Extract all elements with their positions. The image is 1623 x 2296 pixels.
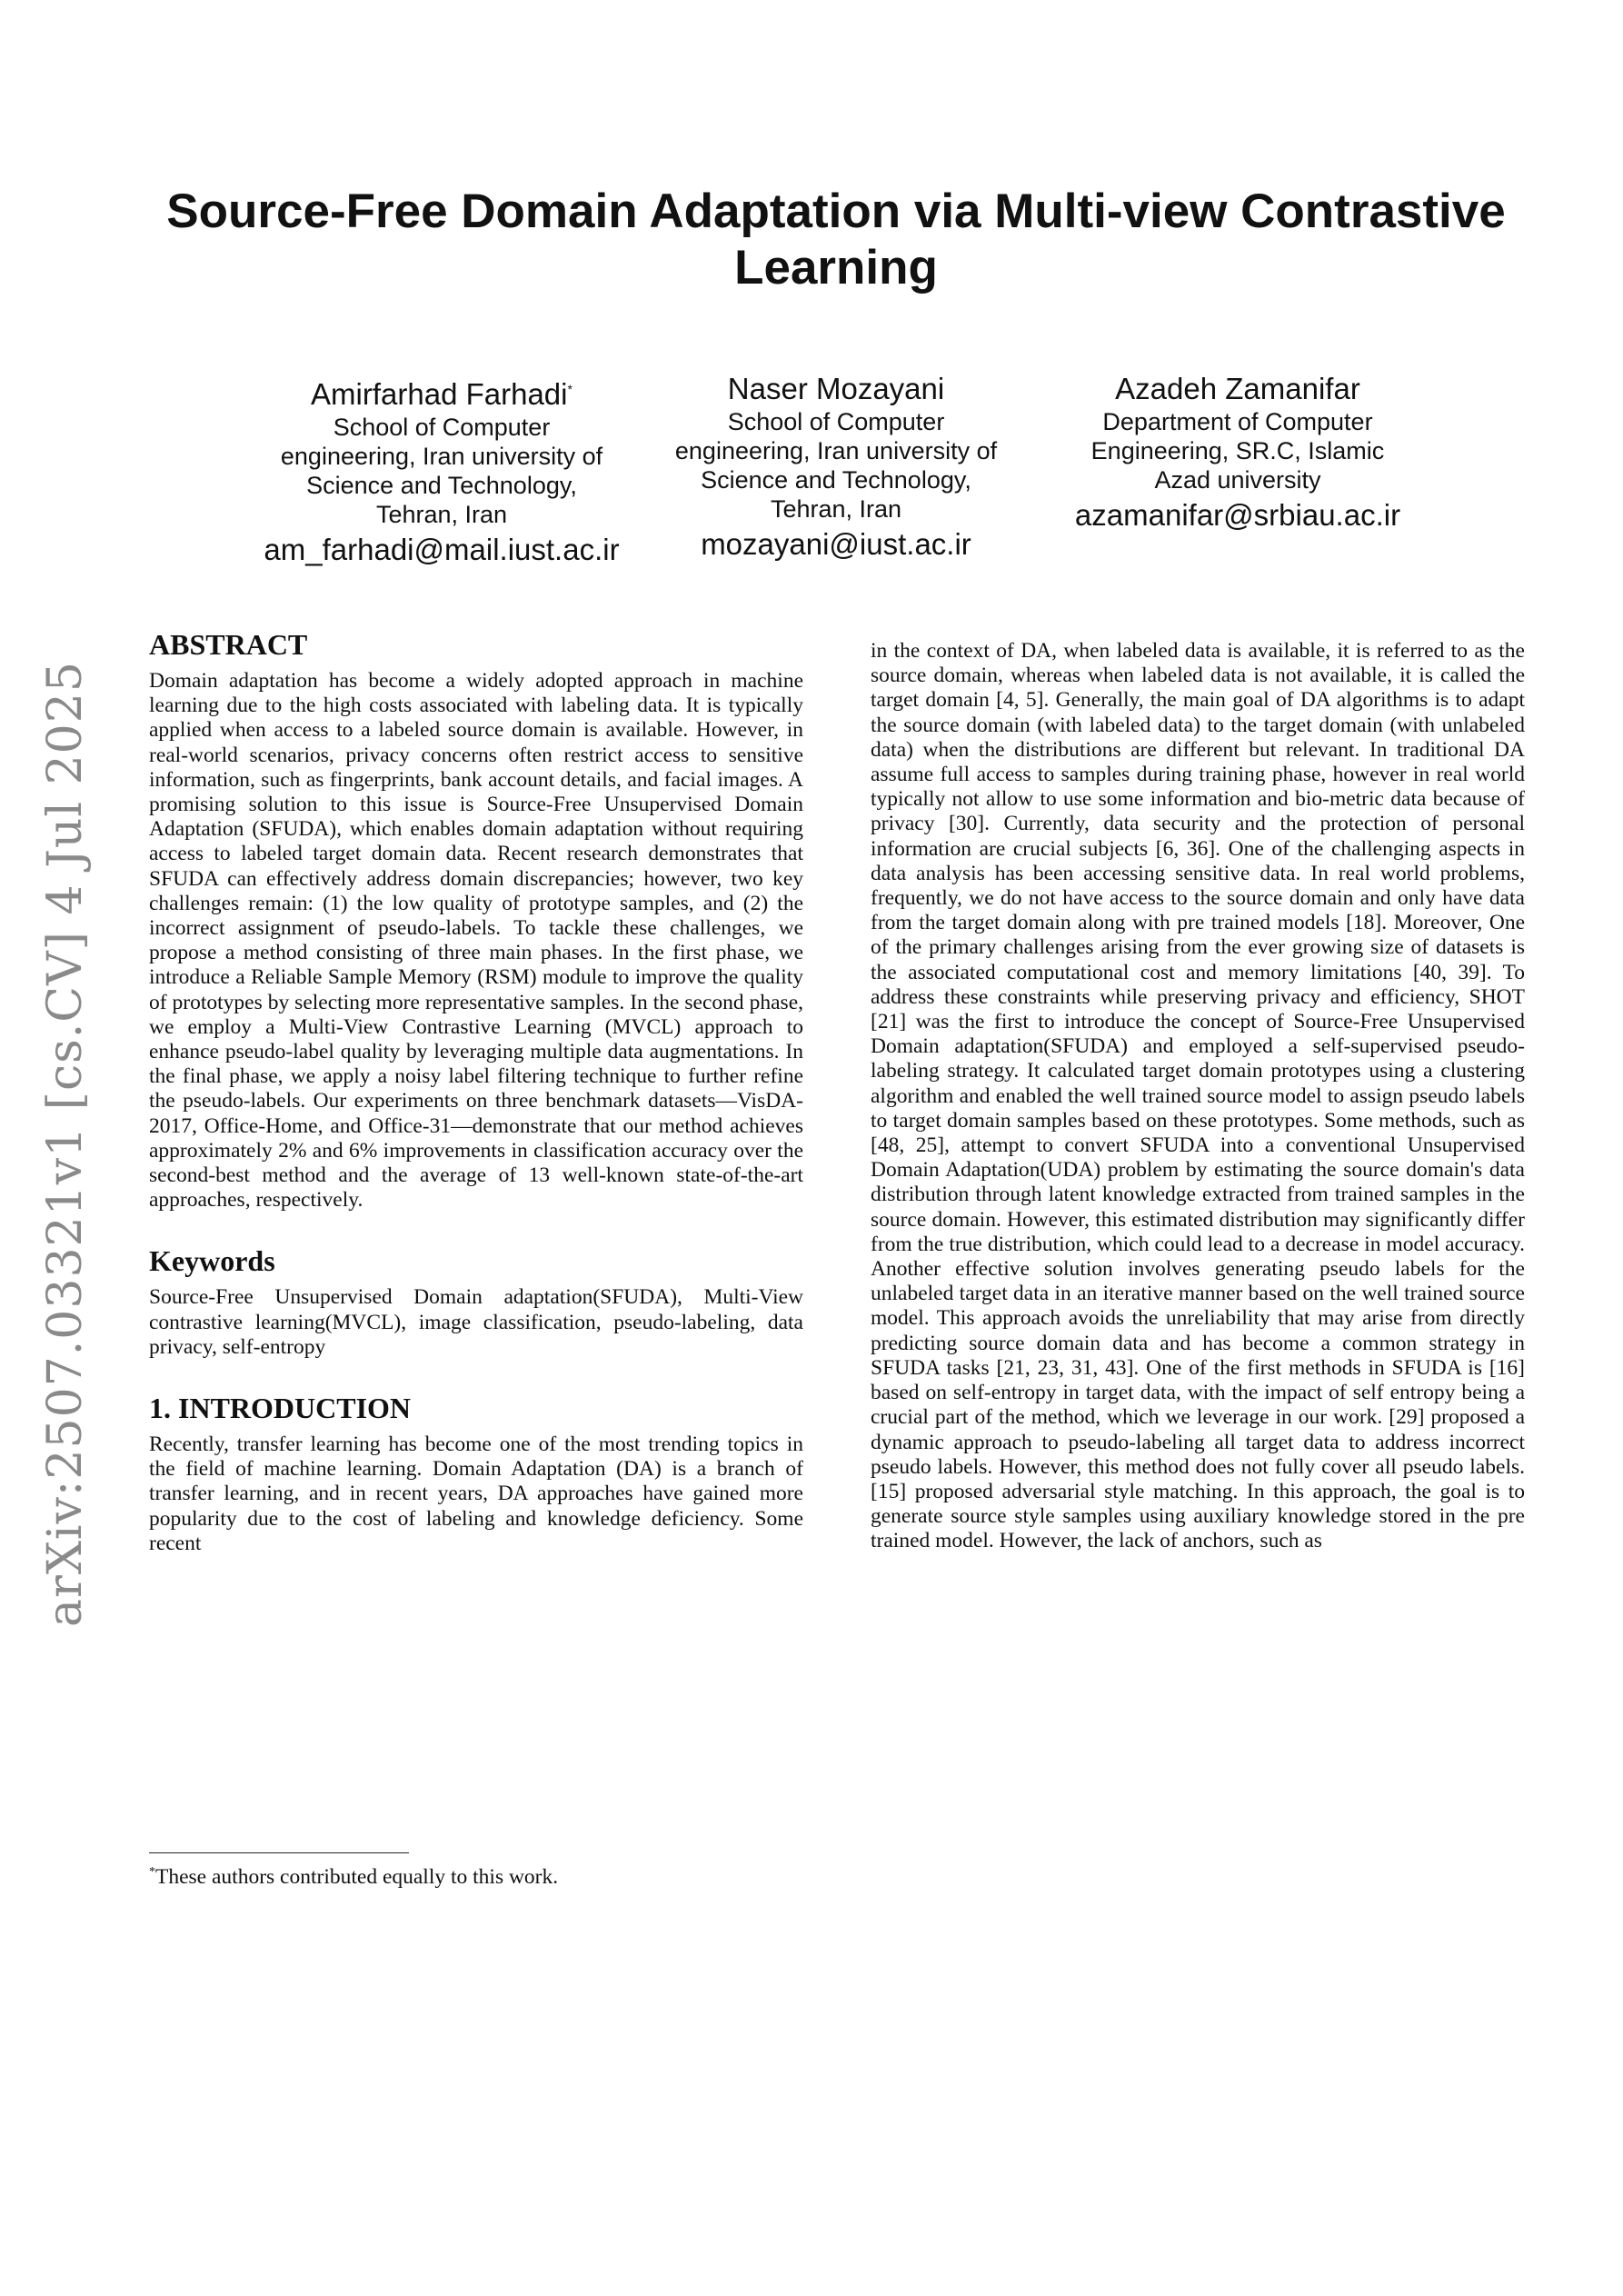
author-affiliation-line: School of Computer: [333, 414, 551, 441]
right-column: [871, 639, 1525, 1554]
footnote: [149, 1860, 803, 1890]
author-affiliation-line: Tehran, Iran: [375, 501, 508, 528]
footnote-rule: [149, 1852, 409, 1853]
author-affiliation-line: Azad university: [1154, 466, 1321, 494]
arxiv-identifier: arXiv:2507.03321v1 [cs.CV] 4 Jul 2025: [38, 661, 93, 1627]
author-affiliation-line: Science and Technology,: [306, 472, 577, 499]
footnote-marker: *: [149, 1865, 155, 1879]
author-affiliation-line: Tehran, Iran: [770, 495, 902, 523]
keywords-heading: Keywords: [149, 1244, 275, 1278]
author-3: [1047, 371, 1429, 536]
author-affiliation-line: engineering, Iran university of: [280, 443, 603, 470]
keywords-text: Source-Free Unsupervised Domain adaptation(SFUDA), Multi-View contrastive learning(MVCL), image classification, pseudo-labeling, data privacy, self-entropy: [149, 1285, 803, 1359]
author-name: Amirfarhad Farhadi*: [311, 377, 573, 411]
author-name: Azadeh Zamanifar: [1115, 372, 1360, 405]
abstract-text: Domain adaptation has become a widely adopted approach in machine learning due to the high costs associated with labeling data. It is typically applied when access to a labeled source domain is available. However, in real-world scenarios, privacy concerns often restrict access to sensitive information, such as fingerprints, bank account details, and facial images. A promising solution to this issue is Source-Free Unsupervised Domain Adaptation (SFUDA), which enables domain adaptation without requiring access to labeled target domain data. Recent research demonstrates that SFUDA can effectively address domain discrepancies; however, two key challenges remain: (1) the low quality of prototype samples, and (2) the incorrect assignment of pseudo-labels. To tackle these challenges, we propose a method consisting of three main phases. In the first phase, we introduce a Reliable Sample Memory (RSM) module to improve the quality of prototypes by selecting more representative samples. In the second phase, we employ a Multi-View Contrastive Learning (MVCL) approach to enhance pseudo-label quality by leveraging multiple data augmentations. In the final phase, we apply a noisy label filtering technique to further refine the pseudo-labels. Our experiments on three benchmark datasets—VisDA-2017, Office-Home, and Office-31—demonstrate that our method achieves approximately 2% and 6% improvements in classification accuracy over the second-best method and the average of 13 well-known state-of-the-art approaches, respectively.: [149, 669, 803, 1213]
author-affiliation-line: Department of Computer: [1102, 408, 1373, 435]
author-2: [645, 371, 1027, 565]
introduction-text-left: Recently, transfer learning has become one of the most trending topics in the field of machine learning. Domain Adaptation (DA) is a branch of transfer learning, and in recent years, DA approaches have gained more popularity due to the cost of labeling and knowledge deficiency. Some recent: [149, 1433, 803, 1555]
author-affiliation-line: engineering, Iran university of: [674, 437, 998, 464]
paper-title: Source-Free Domain Adaptation via Multi-view Contrastive Learning: [166, 185, 1506, 294]
introduction-heading: 1. INTRODUCTION: [149, 1392, 412, 1425]
introduction-text-right: in the context of DA, when labeled data is available, it is referred to as the source domain, whereas when labeled data is not available, it is called the target domain [4, 5]. Generally, the main goal of DA algorithms is to adapt the source domain (with labeled data) to the target domain (with unlabeled data) when the distributions are different but relevant. In traditional DA assume full access to samples during training phase, however in real world typically not allow to use some information and bio-metric data because of privacy [30]. Currently, data security and the protection of personal information are crucial subjects [6, 36]. One of the challenging aspects in data analysis has been accessing sensitive data. In real world problems, frequently, we do not have access to the source domain and only have data from the target domain along with pre trained models [18]. Moreover, One of the primary challenges arising from the ever growing size of datasets is the associated computational cost and memory limitations [40, 39]. To address these constraints while preserving privacy and efficiency, SHOT [21] was the first to introduce the concept of Source-Free Unsupervised Domain adaptation(SFUDA) and employed a self-supervised pseudo-labeling strategy. It calculated target domain prototypes using a clustering algorithm and enabled the well trained source model to assign pseudo labels to target domain samples based on these prototypes. Some methods, such as [48, 25], attempt to convert SFUDA into a conventional Unsupervised Domain Adaptation(UDA) problem by estimating the source domain's data distribution through latent knowledge extracted from trained samples in the source domain. However, this estimated distribution may significantly differ from the true distribution, which could lead to a decrease in model accuracy. Another effective solution involves generating pseudo labels for the unlabeled target data in an iterative manner based on the well trained source model. This approach avoids the unreliability that may arise from directly predicting source domain data and has become a common strategy in SFUDA tasks [21, 23, 31, 43]. One of the first methods in SFUDA is [16] based on self-entropy in target data, with the impact of self entropy being a crucial part of the method, which we leverage in our work. [29] proposed a dynamic approach to pseudo-labeling all target data to address incorrect pseudo labels. However, this method does not fully cover all pseudo labels. [15] proposed adversarial style matching. In this approach, the goal is to generate source style samples using auxiliary knowledge stored in the pre trained model. However, the lack of anchors, such as: [871, 639, 1525, 1553]
author-block: [0, 371, 1623, 580]
author-name: Naser Mozayani: [727, 372, 945, 405]
abstract-heading: ABSTRACT: [149, 628, 308, 661]
author-email: azamanifar@srbiau.ac.ir: [1074, 498, 1401, 532]
author-affiliation-line: Engineering, SR.C, Islamic: [1090, 437, 1385, 464]
author-footnote-marker: *: [567, 382, 573, 396]
author-email: am_farhadi@mail.iust.ac.ir: [264, 533, 620, 566]
author-affiliation-line: Science and Technology,: [701, 466, 971, 494]
left-column: [149, 627, 803, 1556]
footnote-text: These authors contributed equally to this work.: [155, 1864, 559, 1889]
author-email: mozayani@iust.ac.ir: [701, 527, 971, 561]
author-1: [251, 371, 632, 571]
author-affiliation-line: School of Computer: [727, 408, 945, 435]
